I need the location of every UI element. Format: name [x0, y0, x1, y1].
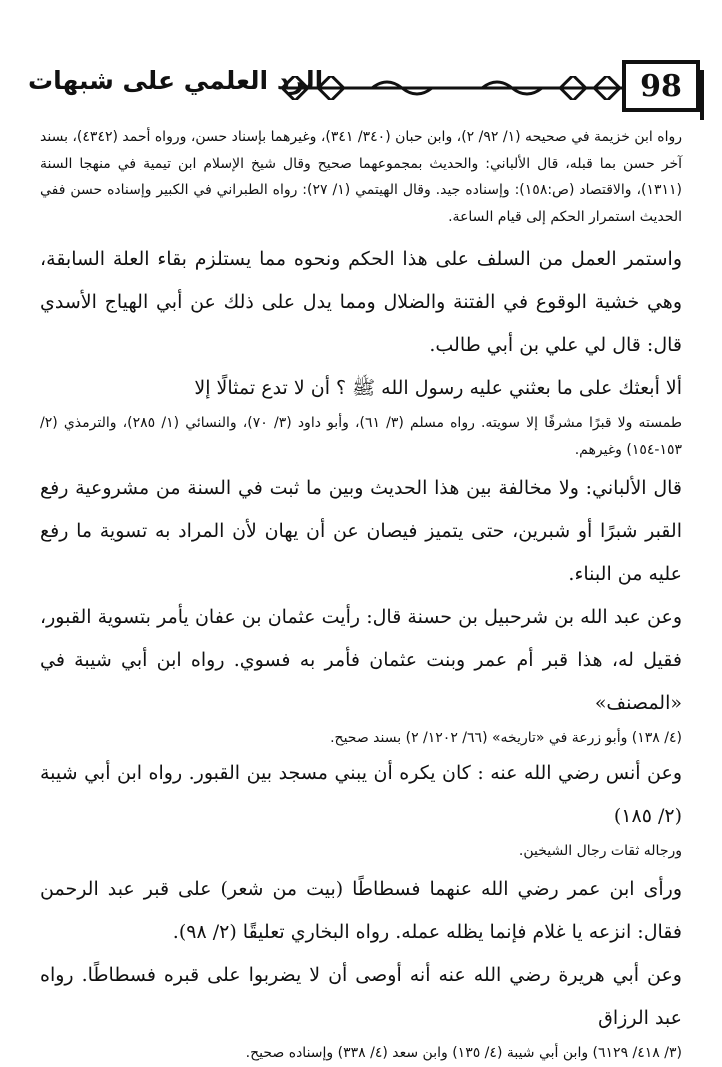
body-paragraph: وعن عبد الله بن شرحبيل بن حسنة قال: رأيت عثمان بن عفان يأمر بتسوية القبور، فقيل له، هذا قبر أم عمر وبنت عثمان فأمر به فسوي. رواه ابن أبي شيبة في «المصنف»	[40, 606, 682, 714]
body-paragraph: وعن أبي هريرة رضي الله عنه أنه أوصى أن لا يضربوا على قبره فسطاطًا. رواه عبد الرزاق	[40, 964, 682, 1029]
hadith-text: ألا أبعثك على ما بعثني عليه رسول الله ﷺ ؟ أن لا تدع تمثالًا إلا	[194, 377, 682, 399]
body-paragraph: ورأى ابن عمر رضي الله عنهما فسطاطًا (بيت من شعر) على قبر عبد الرحمن فقال: انزعه يا غلام فإنما يظله عمله. رواه البخاري تعليقًا (٢/ ٩٨).	[40, 878, 682, 943]
body-paragraph: واستمر العمل من السلف على هذا الحكم ونحوه مما يستلزم بقاء العلة السابقة، وهي خشية الوقوع في الفتنة والضلال ومما يدل على ذلك عن أبي الهياج الأسدي قال: قال لي علي بن أبي طالب.	[40, 248, 682, 356]
body-paragraph: قال الألباني: ولا مخالفة بين هذا الحديث وبين ما ثبت في السنة من مشروعية رفع القبر شبرًا أو شبرين، حتى يتميز فيصان عن أن يهان لأن المراد به تسوية ما رفع عليه من البناء.	[40, 477, 682, 585]
citation-text: طمسته ولا قبرًا مشرفًا إلا سويته. رواه مسلم (٣/ ٦١)، وأبو داود (٣/ ٧٠)، والنسائي (١/ ٢٨٥)، والترمذي (٢/ ١٥٣-١٥٤) وغيرهم.	[40, 415, 682, 458]
header-ornament-icon	[282, 76, 622, 100]
page-content	[40, 124, 682, 1067]
page-number: 98	[622, 60, 700, 112]
footnote-text: رواه ابن خزيمة في صحيحه (١/ ٩٢/ ٢)، وابن حبان (٣٤٠/ ٣٤١)، وغيرهما بإسناد حسن، ورواه أحمد (٤٣٤٢)، بسند آخر حسن بما قبله، قال الألباني: والحديث بمجموعهما صحيح وقال شيخ الإسلام ابن تيمية في منهجا السنة (١٣١١)، والاقتصاد (ص:١٥٨): وإسناده جيد. وقال الهيتمي (١/ ٢٧): رواه الطبراني في الكبير وإسناده حسن ففي الحديث استمرار الحكم إلى قيام الساعة.	[40, 129, 683, 225]
citation-text: (٤/ ١٣٨) وأبو زرعة في «تاريخه» (٦٦/ ١٢٠٢/ ٢) بسند صحيح.	[330, 730, 682, 746]
page-header	[20, 60, 700, 118]
book-title: الرد العلمي على شبهات	[28, 66, 324, 95]
citation-text: ورجاله ثقات رجال الشيخين.	[518, 842, 682, 859]
citation-text: (٣/ ٤١٨/ ٦١٢٩) وابن أبي شيبة (٤/ ١٣٥) وابن سعد (٤/ ٣٣٨) وإسناده صحيح.	[245, 1045, 682, 1061]
body-paragraph: وعن أنس رضي الله عنه : كان يكره أن يبني مسجد بين القبور. رواه ابن أبي شيبة (٢/ ١٨٥)	[40, 761, 682, 827]
